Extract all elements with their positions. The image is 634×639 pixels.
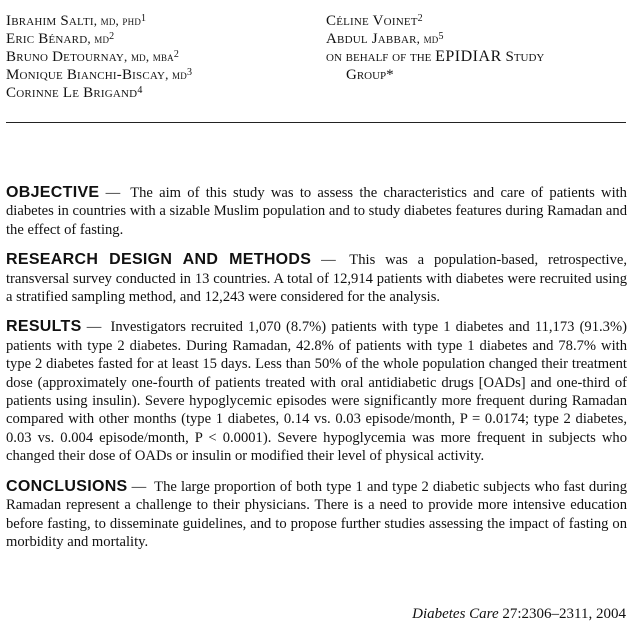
author-name: Ibrahim Salti, md, phd$^1$ (6, 13, 147, 29)
study-group-line-2: Group* (346, 67, 394, 83)
abstract (6, 184, 627, 563)
abstract-section-objective: OBJECTIVE — The aim of this study was to assess the characteristics and care of patients with diabetes in countries with a sizable Muslim population and to study diabetes features during Ramadan and the effect of fasting. (6, 184, 627, 238)
section-heading: OBJECTIVE (6, 184, 100, 201)
abstract-section-results: RESULTS — Investigators recruited 1,070 (8.7%) patients with type 1 diabetes and 11,173 (91.3%) patients with type 2 diabetes. During Ramadan, 42.8% of patients with type 1 diabetes and 78.7% with type 2 diabetes fasted for at least 15 days. Less than 50% of the whole population changed their treatment dose (approximately one-fourth of patients treated with oral antidiabetic drugs [OADs] and one-third of patients using insulin). Severe hypoglycemic episodes were significantly more frequent during Ramadan compared with other months (type 1 diabetes, 0.14 vs. 0.03 episode/month, P = 0.0174; type 2 diabetes, 0.03 vs. 0.004 episode/month, P < 0.0001). Severe hypoglycemia was more frequent in subjects who changed their dose of OADs or insulin or modified their level of physical activity. (6, 318, 627, 465)
abstract-section-conclusions: CONCLUSIONS — The large proportion of both type 1 and type 2 diabetic subjects who fast during Ramadan represent a challenge to their physicians. There is a need to provide more intensive education before fasting, to disseminate guidelines, and to propose further studies assessing the impact of fasting on morbidity and mortality. (6, 477, 627, 550)
header-divider (6, 122, 626, 123)
author-column-left (6, 12, 192, 102)
author-list (6, 12, 626, 112)
author-column-right (326, 12, 544, 84)
section-heading: RESEARCH DESIGN AND METHODS (6, 251, 312, 269)
study-group-line: on behalf of the EPIDIAR Study (326, 48, 545, 65)
section-text: Investigators recruited 1,070 (8.7%) patients with type 1 diabetes and 11,173 (91.3%) patients with type 2 diabetes. During Ramadan, 42.8% of patients with type 1 diabetes and 78.7% with type 2 diabetes fasted for at least 15 days. Less than 50% of the whole population changed their treatment dose (approximately one-fourth of patients treated with oral antidiabetic drugs [OADs] and one-third of patients using insulin). Severe hypoglycemic episodes were significantly more frequent during Ramadan compared with other months (type 1 diabetes, 0.14 vs. 0.03 episode/month, P = 0.0174; type 2 diabetes, 0.03 vs. 0.004 episode/month, P < 0.0001). Severe hypoglycemia was more frequent in subjects who changed their dose of OADs or insulin or modified their level of physical activity. (6, 319, 627, 465)
section-heading: RESULTS (6, 318, 82, 336)
author-name: Monique Bianchi-Biscay, $md^3$ (6, 67, 193, 83)
section-text: This was a population-based, retrospective, transversal survey conducted in 13 countries. A total of 12,914 patients with diabetes were recruited using a stratified sampling method, and 12,243 were considered for the analysis. (6, 252, 627, 306)
citation-ref: 27:2306–2311, 2004 (498, 606, 626, 622)
section-heading: CONCLUSIONS (6, 477, 128, 495)
author-name: Eric Bénard, $md^2$ (6, 31, 115, 47)
author-name: Bruno Detournay, md, mba$^2$ (6, 49, 180, 65)
abstract-section-methods: RESEARCH DESIGN AND METHODS — This was a population-based, retrospective, transversal survey conducted in 13 countries. A total of 12,914 patients with diabetes were recruited using a stratified sampling method, and 12,243 were considered for the analysis. (6, 251, 627, 306)
author-name: Abdul Jabbar, $md^5$ (326, 31, 444, 47)
section-text: The aim of this study was to assess the characteristics and care of patients with diabetes in countries with a sizable Muslim population and to study diabetes features during Ramadan and the effect of fasting. (6, 185, 627, 238)
author-name: Céline Voinet$^2$ (326, 13, 423, 29)
journal-citation (412, 606, 626, 623)
section-text: The large proportion of both type 1 and type 2 diabetic subjects who fast during Ramadan represent a challenge to their physicians. There is a need to provide more intensive education before fasting, to disseminate guidelines, and to propose further studies assessing the impact of fasting on morbidity and mortality. (6, 478, 627, 550)
author-name: Corinne Le Brigand$^4$ (6, 85, 143, 101)
journal-name: Diabetes Care (412, 606, 499, 622)
